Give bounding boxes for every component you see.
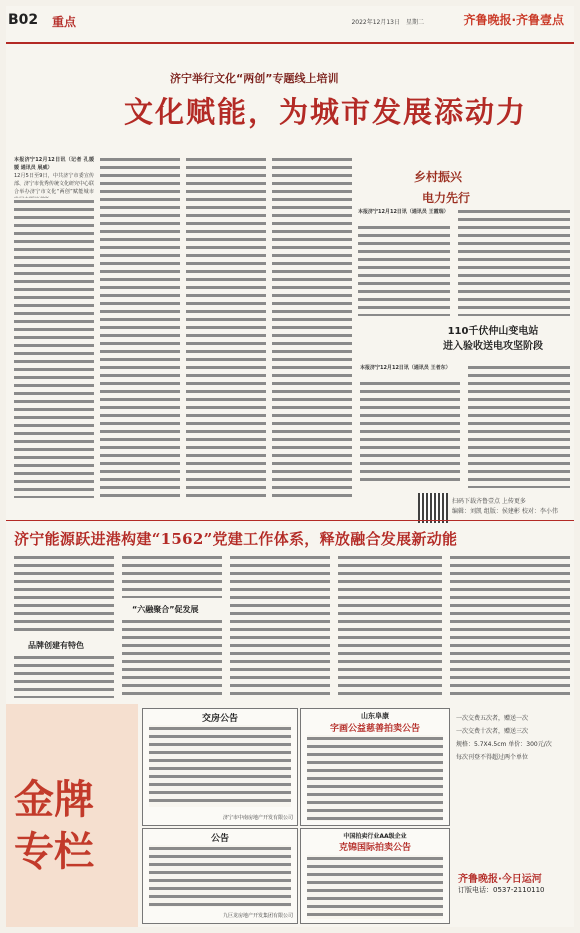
notice-title: 字画公益慈善拍卖公告 bbox=[329, 724, 420, 734]
article-column bbox=[100, 156, 180, 498]
sub-story-byline: 本报济宁12月12日讯（通讯员 王者东） bbox=[360, 365, 451, 371]
paper-logo: 齐鲁晚报·齐鲁壹点 bbox=[463, 13, 564, 27]
section-divider bbox=[6, 520, 574, 521]
notice-title: 交房公告 bbox=[201, 714, 238, 724]
gold-column-banner bbox=[6, 704, 138, 927]
side-story-title: 乡村振兴 bbox=[414, 170, 463, 184]
issue-date: 2022年12月13日 星期二 bbox=[351, 19, 424, 26]
auction-notice bbox=[300, 708, 450, 826]
gold-column-title: 金牌专栏 bbox=[14, 776, 94, 875]
notice-text bbox=[307, 735, 443, 821]
article-column bbox=[360, 380, 460, 486]
auction-notice bbox=[300, 828, 450, 924]
side-story-byline: 本报济宁12月12日讯（通讯员 王霞瑞） bbox=[358, 209, 449, 215]
pricing-line: 每次刊登不得超过两个单位 bbox=[456, 754, 529, 761]
subhead: “六融聚合”促发展 bbox=[132, 605, 199, 614]
sub-story-headline bbox=[414, 324, 572, 354]
pricing-line: 一次交费五次者，赠送一次 bbox=[456, 715, 529, 722]
article-column bbox=[450, 554, 570, 698]
notice-signer: 九巨龙房地产开发集团有限公司 bbox=[222, 913, 293, 919]
article-column bbox=[272, 156, 352, 498]
notice-text bbox=[149, 845, 291, 907]
article-column bbox=[14, 654, 114, 698]
page-number: B02 bbox=[8, 12, 39, 28]
pricing-line: 规格：5.7X4.5cm 单价：300元/次 bbox=[456, 741, 552, 748]
article-column bbox=[14, 554, 114, 636]
ads-section bbox=[6, 704, 574, 927]
top-story-lead: 12月5日至9日，中共济宁市委宣传部、济宁市优秀传统文化研究中心联合举办济宁市文化“两创”赋能城市 bbox=[14, 173, 95, 195]
article-column bbox=[230, 554, 330, 698]
article-column bbox=[14, 198, 94, 498]
article-column bbox=[122, 554, 222, 598]
credits-line: 编辑：刘凯 组版：侯建彬 校对：李小伟 bbox=[452, 508, 558, 515]
newspaper-page bbox=[6, 6, 574, 927]
article-column bbox=[358, 224, 450, 316]
public-notice bbox=[142, 828, 298, 924]
article-column bbox=[468, 364, 570, 488]
side-story-title: 电力先行 bbox=[422, 191, 471, 205]
top-story-byline: 本报济宁12月12日讯（记者 孔媛媛 通讯员 展威） bbox=[14, 157, 94, 171]
brand-title: 齐鲁晚报·今日运河 bbox=[458, 874, 542, 885]
qr-caption: 扫码下载齐鲁壹点 上传更多 bbox=[452, 498, 526, 505]
sub-story-headline-line: 进入验收送电攻坚阶段 bbox=[443, 341, 543, 352]
notice-signer: 济宁市中南房地产开发有限公司 bbox=[222, 815, 293, 821]
top-story-headline: 文化赋能，为城市发展添动力 bbox=[124, 95, 528, 129]
pricing-line: 一次交费十次者，赠送三次 bbox=[456, 728, 529, 735]
top-story-kicker: 济宁举行文化“两创”专题线上培训 bbox=[170, 72, 339, 85]
sub-story-headline-line: 110千伏仲山变电站 bbox=[447, 326, 539, 337]
notice-title: 克锦国际拍卖公告 bbox=[338, 843, 411, 853]
notice-org: 山东阜康 bbox=[361, 712, 389, 720]
section-label: 重点 bbox=[52, 15, 77, 29]
notice-text bbox=[149, 725, 291, 807]
article-column bbox=[186, 156, 266, 498]
booking-phone: 订版电话：0537-2110110 bbox=[458, 886, 545, 894]
article-column bbox=[338, 554, 442, 698]
subhead: 品牌创建有特色 bbox=[28, 641, 84, 650]
qr-code[interactable] bbox=[418, 493, 448, 523]
article-column bbox=[458, 208, 570, 316]
page-header bbox=[6, 6, 574, 44]
notice-text bbox=[307, 855, 443, 919]
delivery-notice bbox=[142, 708, 298, 826]
notice-org: 中国拍卖行业AA级企业 bbox=[343, 833, 407, 840]
second-story-headline: 济宁能源跃进港构建“1562”党建工作体系，释放融合发展新动能 bbox=[14, 530, 458, 548]
ad-pricing-info bbox=[456, 712, 552, 764]
notice-title: 公告 bbox=[210, 834, 229, 844]
article-column bbox=[122, 618, 222, 698]
